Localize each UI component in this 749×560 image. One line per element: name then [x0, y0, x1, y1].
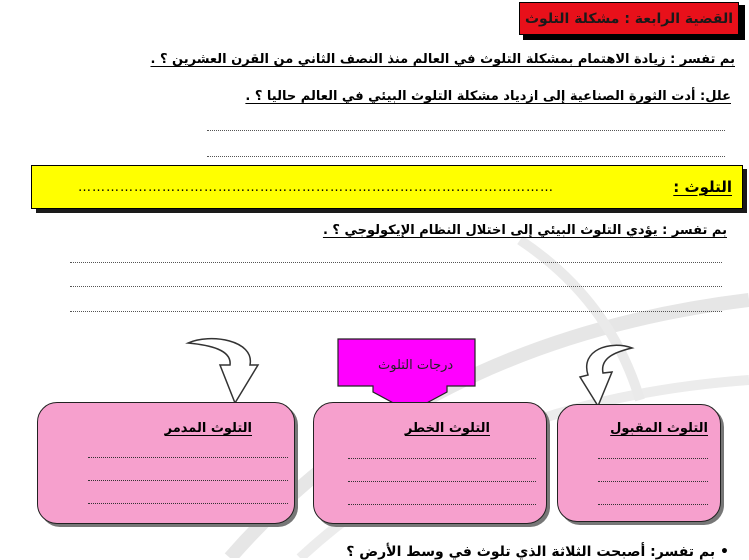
answer-line	[88, 457, 288, 458]
definition-box	[31, 165, 743, 209]
center-arrow-label: درجات التلوث	[378, 358, 454, 373]
curved-arrow-left-icon	[180, 335, 270, 410]
answer-line	[88, 503, 288, 504]
answer-line	[348, 458, 536, 459]
answer-line	[598, 504, 708, 505]
answer-line	[70, 311, 722, 312]
question-1: بم تفسر : زيادة الاهتمام بمشكلة التلوث في العالم منذ النصف الثاني من القرن العشرين ؟ .	[150, 52, 735, 67]
question-2: علل: أدت الثورة الصناعية إلى ازدياد مشكلة التلوث البيئي في العالم حاليا ؟ .	[245, 89, 731, 104]
answer-line	[207, 156, 725, 157]
box-acceptable-title: التلوث المقبول	[610, 421, 708, 436]
page-title-text: القضية الرابعة : مشكلة التلوث	[524, 10, 734, 27]
page-title	[519, 2, 739, 35]
box-destructive-title: التلوث المدمر	[164, 421, 252, 436]
answer-line	[598, 481, 708, 482]
answer-line	[88, 480, 288, 481]
answer-line	[70, 262, 722, 263]
answer-line	[70, 286, 722, 287]
definition-dots: …………………………………………………………………………………………	[78, 180, 554, 195]
box-dangerous-title: التلوث الخطر	[404, 421, 490, 436]
answer-line	[348, 504, 536, 505]
definition-label: التلوث :	[673, 178, 732, 196]
box-dangerous-pollution	[313, 402, 547, 524]
answer-line	[348, 481, 536, 482]
box-destructive-pollution	[37, 402, 295, 524]
question-4-partial: • بم تفسر: أصبحت الثلاثة الذي تلوث في وسط الأرض ؟	[346, 544, 729, 560]
answer-line	[207, 130, 725, 131]
answer-line	[598, 458, 708, 459]
curved-arrow-right-icon	[570, 340, 640, 410]
question-3: بم تفسر : يؤدي التلوث البيئي إلى اختلال النظام الإيكولوجي ؟ .	[322, 223, 727, 238]
